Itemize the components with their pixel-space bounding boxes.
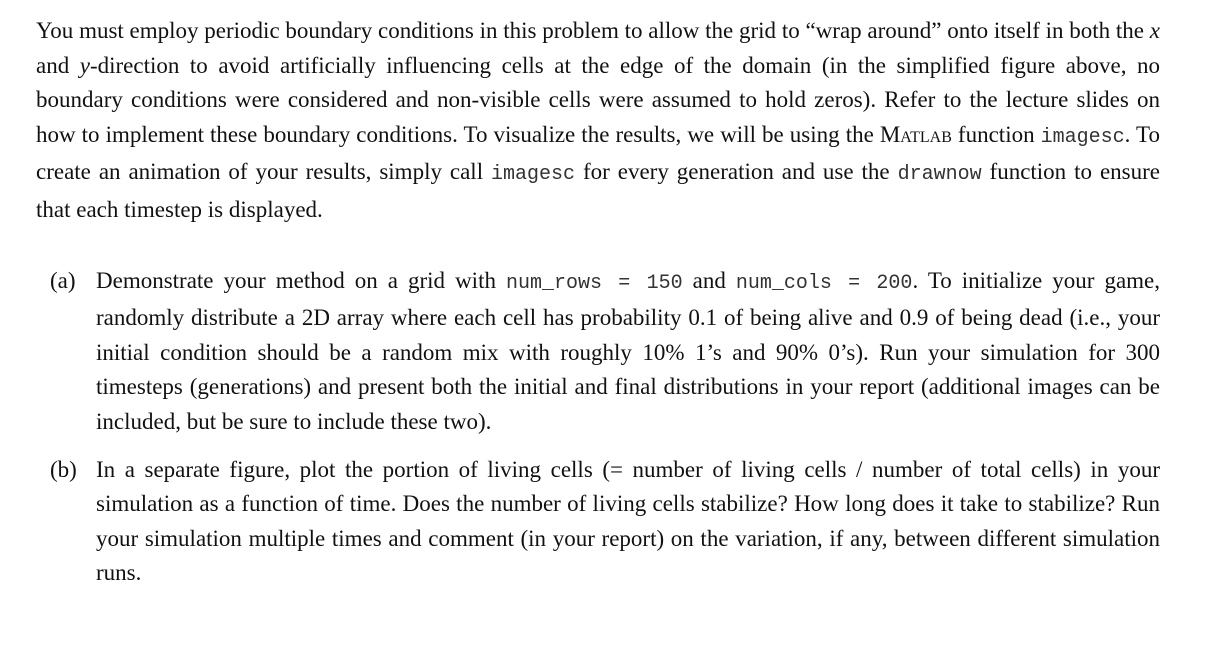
question-a-body <box>96 264 1160 440</box>
intro-paragraph <box>36 14 1160 228</box>
math-x: x <box>1149 18 1160 43</box>
intro-text-6: for every generation and use the <box>575 159 898 185</box>
math-y: y <box>79 52 90 78</box>
question-a <box>36 264 1160 440</box>
intro-text-4: function <box>951 121 1041 147</box>
question-b-body: In a separate figure, plot the portion of living cells (= number of living cells / number of total cells) in your simulation as a function of time. Does the number of living cells stabilize? How long does it take to stabilize? Run your simulation multiple times and comment (in your report) on the variation, if any, between different simulation runs. <box>96 456 1160 586</box>
intro-text-3: -direction to avoid artificially influencing cells at the edge of the domain (in the simplified figure above, no boundary conditions were considered and non-visible cells were assumed to hold zeros). Refer to the lecture slides on how to implement these boundary conditions. To visualize the results, we will be using the <box>36 52 1160 147</box>
question-a-label: (a) <box>50 267 76 293</box>
code-drawnow: drawnow <box>897 163 982 187</box>
intro-text-2: and <box>36 52 80 78</box>
code-imagesc: imagesc <box>1040 125 1125 149</box>
intro-text-5: . To create an animation of your results, simply call <box>36 121 1160 185</box>
document-page <box>36 14 1160 604</box>
question-b-label: (b) <box>50 456 77 482</box>
question-a-text-1: Demonstrate your method on a grid with <box>96 267 506 293</box>
code-num-rows: num_rows = 150 <box>506 271 683 295</box>
question-list <box>36 264 1160 591</box>
code-imagesc-2: imagesc <box>491 163 576 187</box>
intro-text-1: You must employ periodic boundary conditions in this problem to allow the grid to “wrap around” onto itself in both the <box>36 18 1150 43</box>
question-b <box>36 453 1160 591</box>
intro-text-7: function to ensure that each timestep is displayed. <box>36 159 1160 222</box>
question-a-text-2: and <box>682 267 736 293</box>
code-num-cols: num_cols = 200 <box>735 271 913 295</box>
matlab-name: Matlab <box>879 121 952 147</box>
question-a-text-3: . To initialize your game, randomly distribute a 2D array where each cell has probability 0.1 of being alive and 0.9 of being dead (i.e., your initial condition should be a random mix with roughly 10% 1’s and 90% 0’s). Run your simulation for 300 timesteps (generations) and present both the initial and final distributions in your report (additional images can be included, but be sure to include these two). <box>96 267 1161 434</box>
